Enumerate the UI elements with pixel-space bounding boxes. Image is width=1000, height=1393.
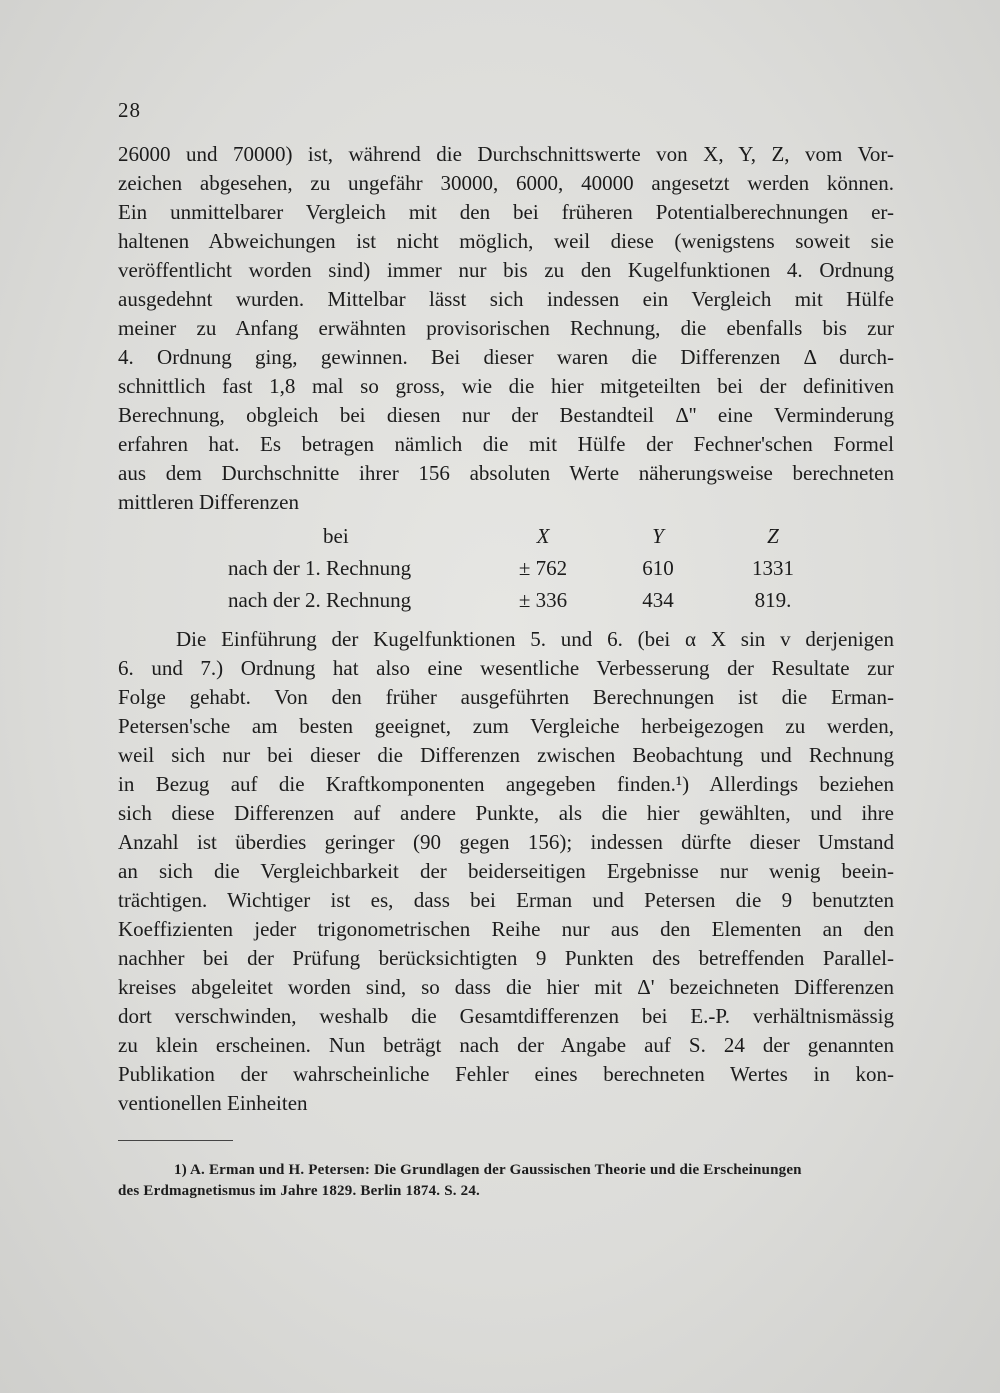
text-line: Die Einführung der Kugelfunktionen 5. und 6. (bei α X sin v derjenigen [176,627,894,651]
table-header-y: Y [652,524,664,548]
table-header-label: bei [323,524,349,548]
text-line: veröffentlicht worden sind) immer nur bis zu den Kugelfunktionen 4. Ordnung [118,258,894,282]
text-line: Berechnung, obgleich bei diesen nur der Bestandteil Δ'' eine Verminderung [118,403,894,427]
text-line: Anzahl ist überdies geringer (90 gegen 156); indessen dürfte dieser Umstand [118,830,894,854]
footnote-rule [118,1140,233,1141]
text-line: schnittlich fast 1,8 mal so gross, wie die hier mitgeteilten bei der definitiven [118,374,894,398]
paragraph-2 [118,625,894,1118]
cell-z: 1331 [752,556,794,580]
table-header-z: Z [767,524,779,548]
text-line: in Bezug auf die Kraftkomponenten angegeben finden.¹) Allerdings beziehen [118,772,894,796]
paragraph-1 [118,140,894,517]
cell-x: ± 762 [518,556,568,580]
cell-y: 610 [642,556,674,580]
text-line: ausgedehnt wurden. Mittelbar lässt sich indessen ein Vergleich mit Hülfe [118,287,894,311]
text-line: dort verschwinden, weshalb die Gesamtdifferenzen bei E.-P. verhältnismässig [118,1004,894,1028]
page-number: 28 [118,98,141,122]
table-header-row [118,520,894,552]
text-line: Publikation der wahrscheinliche Fehler eines berechneten Wertes in kon- [118,1062,894,1086]
text-line: kreises abgeleitet worden sind, so dass die hier mit Δ' bezeichneten Differenzen [118,975,894,999]
text-line: Petersen'sche am besten geeignet, zum Vergleiche herbeigezogen zu werden, [118,714,894,738]
footnote-line: 1) A. Erman und H. Petersen: Die Grundlagen der Gaussischen Theorie und die Erscheinungen [174,1162,802,1178]
text-line: 4. Ordnung ging, gewinnen. Bei dieser waren die Differenzen Δ durch- [118,345,894,369]
cell-x: ± 336 [518,588,568,612]
text-line: 26000 und 70000) ist, während die Durchschnittswerte von X, Y, Z, vom Vor- [118,142,894,166]
text-line: 6. und 7.) Ordnung hat also eine wesentliche Verbesserung der Resultate zur [118,656,894,680]
text-line: Koeffizienten jeder trigonometrischen Reihe nur aus den Elementen an den [118,917,894,941]
text-line: sich diese Differenzen auf andere Punkte, als die hier gewählten, und ihre [118,801,894,825]
text-line: Folge gehabt. Von den früher ausgeführten Berechnungen ist die Erman- [118,685,894,709]
text-line: an sich die Vergleichbarkeit der beiderseitigen Ergebnisse nur wenig beein- [118,859,894,883]
text-line: zu klein erscheinen. Nun beträgt nach der Angabe auf S. 24 der genannten [118,1033,894,1057]
footnote-line: des Erdmagnetismus im Jahre 1829. Berlin 1874. S. 24. [118,1183,481,1199]
text-line: Ein unmittelbarer Vergleich mit den bei früheren Potentialberechnungen er- [118,200,894,224]
cell-y: 434 [642,588,674,612]
cell-z: 819. [754,588,792,612]
row-label: nach der 1. Rechnung [228,556,412,580]
text-line: weil sich nur bei dieser die Differenzen zwischen Beobachtung und Rechnung [118,743,894,767]
footnote [118,1160,894,1202]
text-line: zeichen abgesehen, zu ungefähr 30000, 6000, 40000 angesetzt werden können. [118,171,894,195]
text-line: aus dem Durchschnitte ihrer 156 absoluten Werte näherungsweise berechneten [118,461,894,485]
table-row [118,552,894,584]
text-line: haltenen Abweichungen ist nicht möglich, weil diese (wenigstens soweit sie [118,229,894,253]
table-row [118,584,894,616]
differences-table [118,520,894,616]
text-line: ventionellen Einheiten [118,1091,308,1115]
row-label: nach der 2. Rechnung [228,588,412,612]
text-line: meiner zu Anfang erwähnten provisorischen Rechnung, die ebenfalls bis zur [118,316,894,340]
text-line: erfahren hat. Es betragen nämlich die mit Hülfe der Fechner'schen Formel [118,432,894,456]
table-header-x: X [536,524,550,548]
text-line: trächtigen. Wichtiger ist es, dass bei Erman und Petersen die 9 benutzten [118,888,894,912]
text-line: mittleren Differenzen [118,490,299,514]
text-line: nachher bei der Prüfung berücksichtigten 9 Punkten des betreffenden Parallel- [118,946,894,970]
